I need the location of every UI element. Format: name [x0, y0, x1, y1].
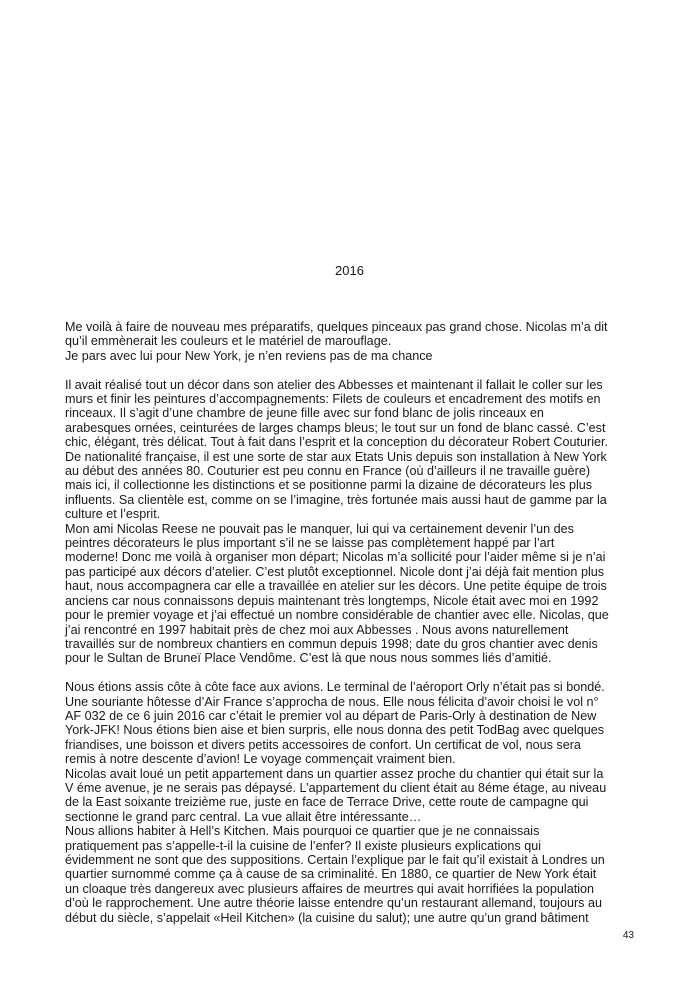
- text-line: arabesques ornées, ceinturées de larges champs bleus; le tout sur un fond de blanc cassé. C’est: [65, 420, 606, 435]
- text-line: j’ai rencontré en 1997 habitait près de chez moi aux Abbesses . Nous avons naturellement: [65, 622, 569, 637]
- text-line: V éme avenue, je ne serais pas dépaysé. L’appartement du client était au 8éme étage, au niveau: [65, 780, 607, 795]
- paragraph-block: [65, 680, 631, 925]
- text-line: influents. Sa clientèle est, comme on se l’imagine, très fortunée mais aussi haut de gamme par la: [65, 492, 607, 507]
- text-line: travaillés sur de nombreux chantiers en commun depuis 1998; date du gros chantier avec denis: [65, 636, 598, 651]
- text-line: rinceaux. Il s’agit d’une chambre de jeune fille avec sur fond blanc de jolis rinceaux en: [65, 406, 544, 421]
- text-line: remis à notre descente d’avion! Le voyage commençait vraiment bien.: [65, 752, 456, 767]
- text-line: murs et finir les peintures d’accompagnements: Filets de couleurs et encadrement des motifs en: [65, 392, 601, 407]
- text-line: sectionne le grand parc central. La vue allait être intéressante…: [65, 809, 422, 824]
- text-line: quartier surnommé comme ça à cause de sa criminalité. En 1880, ce quartier de New York était: [65, 867, 597, 882]
- text-line: culture et l’esprit.: [65, 507, 161, 522]
- text-line: chic, élégant, très délicat. Tout à fait dans l’esprit et la conception du décorateur Robert Couturier.: [65, 435, 609, 450]
- text-line: De nationalité française, il est une sorte de star aux Etats Unis depuis son installation à New York: [65, 449, 607, 464]
- text-line: de la East soixante treizième rue, juste en face de Terrace Drive, cette route de campagne qui: [65, 795, 589, 810]
- text-line: au début des années 80. Couturier est peu connu en France (où d’ailleurs il ne travaille guère): [65, 464, 591, 479]
- page-number: 43: [622, 930, 634, 941]
- text-line: Nous allions habiter à Hell’s Kitchen. Mais pourquoi ce quartier que je ne connaissais: [65, 824, 540, 839]
- paragraph-block: [65, 378, 631, 666]
- text-line: Nous étions assis côte à côte face aux avions. Le terminal de l’aéroport Orly n’était pas si bondé.: [65, 680, 605, 695]
- paragraph-block: [65, 320, 631, 363]
- text-line: début du siècle, s’appelait «Heil Kitchen» (la cuisine du salut); une autre qu’un grand bâtiment: [65, 910, 589, 925]
- text-line: moderne! Donc me voilà à organiser mon départ; Nicolas m’a sollicité pour l’aider même si je n’ai: [65, 550, 606, 565]
- text-line: Je pars avec lui pour New York, je n’en reviens pas de ma chance: [65, 348, 433, 363]
- text-line: pratiquement pas s’appelle-t-il la cuisine de l’enfer? Il existe plusieurs explications qui: [65, 838, 542, 853]
- text-line: anciens car nous connaissons depuis maintenant très longtemps, Nicole était avec moi en 1992: [65, 593, 599, 608]
- text-line: peintres décorateurs le plus important s’il ne se laisse pas complètement happé par l’art: [65, 536, 555, 551]
- section-year-heading: 2016: [335, 263, 364, 278]
- text-line: évidemment ne sont que des suppositions. Certain l’explique par le fait qu’il existait à Londres un: [65, 853, 605, 867]
- text-line: Mon ami Nicolas Reese ne pouvait pas le manquer, lui qui va certainement devenir l’un des: [65, 521, 574, 536]
- text-line: Une souriante hôtesse d’Air France s’approcha de nous. Elle nous félicita d’avoir choisi le vol n°: [65, 694, 599, 709]
- text-line: un cloaque très dangereux avec plusieurs affaires de meurtres qui avait horrifiées la population: [65, 881, 595, 896]
- text-line: pour le Sultan de Bruneï Place Vendôme. C’est là que nous nous sommes liés d’amitié.: [65, 651, 552, 666]
- body-text: [65, 320, 631, 939]
- text-line: friandises, une boisson et divers petits accessoires de confort. Un certificat de vol, nous sera: [65, 737, 581, 752]
- text-line: AF 032 de ce 6 juin 2016 car c’était le premier vol au départ de Paris-Orly à destination de New: [65, 708, 597, 723]
- text-line: Nicolas avait loué un petit appartement dans un quartier assez proche du chantier qui était sur la: [65, 766, 604, 781]
- text-line: pour le premier voyage et j’ai effectué un nombre considérable de chantier avec elle. Nicolas, que: [65, 608, 609, 623]
- text-line: Il avait réalisé tout un décor dans son atelier des Abbesses et maintenant il fallait le coller sur les: [65, 377, 603, 392]
- text-line: qu’il emmènerait les couleurs et le matériel de marouflage.: [65, 334, 392, 349]
- text-line: Me voilà à faire de nouveau mes préparatifs, quelques pinceaux pas grand chose. Nicolas m’a dit: [65, 320, 608, 334]
- text-line: mais ici, il collectionne les distinctions et se positionne parmi la dizaine de décorateurs les plus: [65, 478, 593, 493]
- text-line: d’où le rapprochement. Une autre théorie laisse entendre qu’un restaurant allemand, toujours au: [65, 896, 602, 911]
- text-line: haut, nous accompagnera car elle a travaillée en atelier sur les décors. Une petite équipe de trois: [65, 579, 607, 594]
- text-line: York-JFK! Nous étions bien aise et bien surpris, elle nous donna des petit TodBag avec quelques: [65, 723, 605, 738]
- text-line: pas participé aux décors d’atelier. C’est plutôt exceptionnel. Nicole dont j’ai déjà fait mention plus: [65, 564, 605, 579]
